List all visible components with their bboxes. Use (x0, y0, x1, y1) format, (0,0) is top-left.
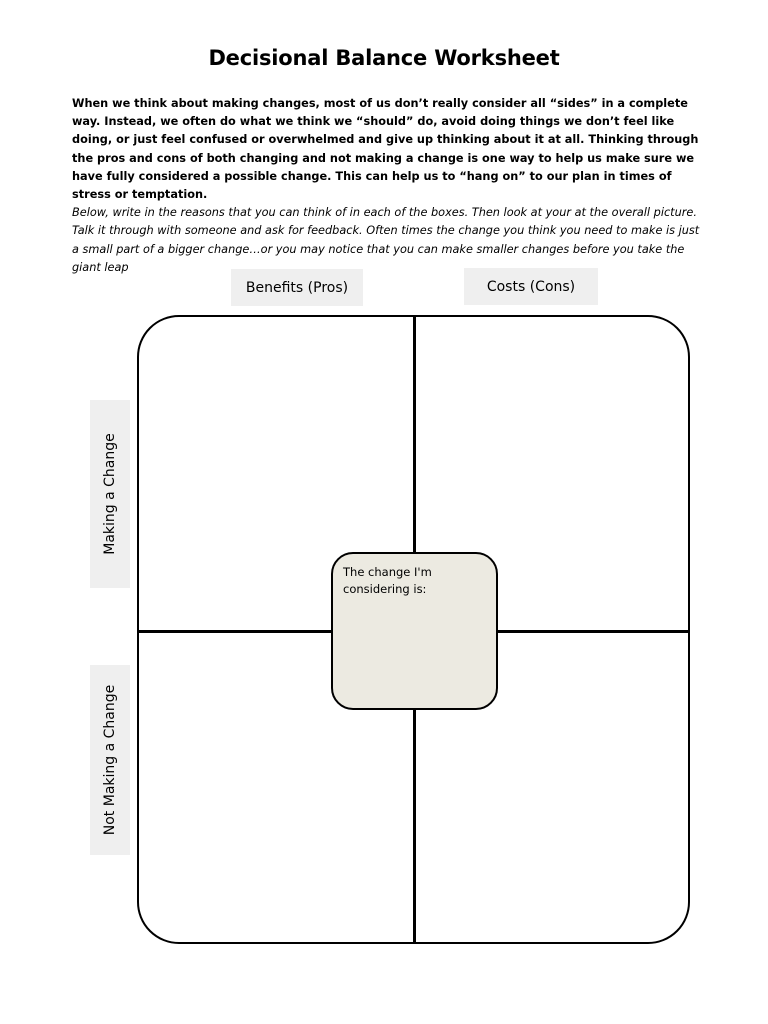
change-considering-label: The change I'm considering is: (343, 565, 432, 596)
row-label-making-change (90, 400, 130, 588)
row-label-not-making-change-text: Not Making a Change (102, 684, 118, 836)
row-label-making-change-text: Making a Change (102, 433, 118, 555)
column-label-benefits: Benefits (Pros) (231, 269, 363, 306)
instructions-paragraph: Below, write in the reasons that you can think of in each of the boxes. Then look at your at the overall picture. Talk it through with someone and ask for feedback. Often times the change you think you need to make is just a small part of a bigger change…or you may notice that you can make smaller changes before you take the giant leap (72, 206, 700, 274)
intro-text (72, 95, 702, 277)
intro-paragraph: When we think about making changes, most of us don’t really consider all “sides” in a complete way. Instead, we often do what we think we “should” do, avoid doing things we don’t feel like doing, or just feel confused or overwhelmed and give up thinking about it at all. Thinking through the pros and cons of both changing and not making a change is one way to help us make sure we have fully considered a possible change. This can help us to “hang on” to our plan in times of stress or temptation. (72, 97, 699, 202)
page-title: Decisional Balance Worksheet (208, 46, 560, 70)
column-label-costs: Costs (Cons) (464, 268, 598, 305)
row-label-not-making-change (90, 665, 130, 855)
change-considering-box[interactable] (331, 552, 498, 710)
